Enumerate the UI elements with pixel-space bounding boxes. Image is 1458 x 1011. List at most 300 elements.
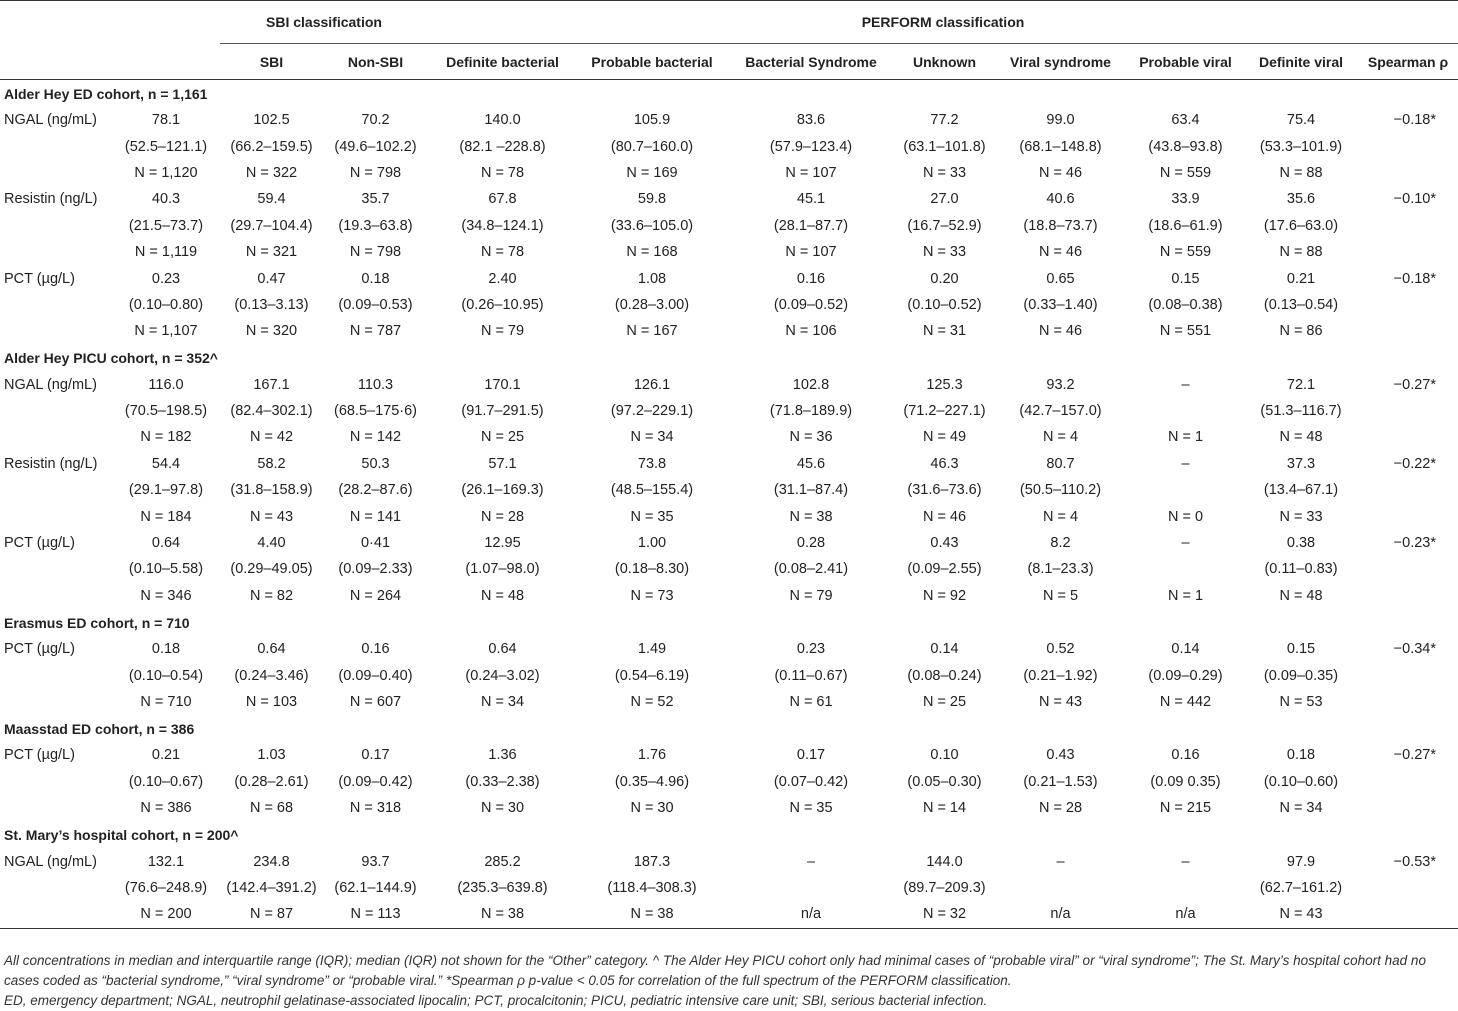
table-cell: N = 61 <box>789 694 833 710</box>
spearman-cell <box>1358 398 1458 424</box>
table-cell: (0.29–49.05) <box>230 561 313 578</box>
row-label <box>0 795 112 821</box>
table-cell: N = 4 <box>1042 429 1079 446</box>
table-cell: (52.5–121.1) <box>124 138 208 155</box>
table-cell: 57.1 <box>488 455 517 472</box>
column-header: SBI <box>259 53 284 70</box>
table-cell: (29.1–97.8) <box>128 482 204 499</box>
table-cell: N = 607 <box>349 694 402 710</box>
table-cell: (48.5–155.4) <box>610 482 694 499</box>
table-cell: N = 167 <box>626 323 678 340</box>
table-cell: 80.7 <box>1046 455 1075 472</box>
table-row <box>0 503 1458 529</box>
table-cell: N = 215 <box>1159 800 1212 817</box>
table-cell: N = 30 <box>630 800 674 817</box>
table-cell: 72.1 <box>1286 376 1316 393</box>
column-header: Unknown <box>913 53 976 70</box>
cohort-section-header <box>0 715 1458 742</box>
table-cell: (0.24–3.02) <box>465 667 540 684</box>
row-label <box>0 901 112 928</box>
table-cell: (0.11–0.83) <box>1264 561 1338 578</box>
table-cell: (0.07–0.42) <box>773 773 849 790</box>
column-header: Probable viral <box>1139 53 1232 70</box>
table-cell: n/a <box>727 901 895 928</box>
table-cell: N = 107 <box>785 244 837 261</box>
table-cell: 63.4 <box>1171 112 1200 129</box>
row-label <box>0 213 112 239</box>
table-cell: 0.23 <box>796 641 826 658</box>
table-cell: N = 0 <box>1167 508 1204 525</box>
table-cell: (21.5–73.7) <box>128 217 204 234</box>
table-cell: (62.1–144.9) <box>334 879 417 896</box>
table-cell: 125.3 <box>926 376 963 393</box>
spearman-cell: −0.22* <box>1393 455 1436 472</box>
table-cell: 0.18 <box>151 641 181 658</box>
table-cell: 78.1 <box>151 112 181 129</box>
table-cell: (17.6–63.0) <box>1263 217 1339 234</box>
row-label <box>0 239 112 265</box>
table-cell: 126.1 <box>633 376 671 393</box>
spearman-cell: −0.34* <box>1393 641 1436 658</box>
spearman-cell: −0.18* <box>1393 112 1436 129</box>
table-cell: (0.08–2.41) <box>773 561 849 578</box>
table-row <box>0 186 1458 212</box>
table-cell: N = 318 <box>349 800 402 817</box>
row-label <box>0 875 112 901</box>
cohort-section-header <box>0 609 1458 636</box>
table-cell: N = 321 <box>245 244 298 261</box>
table-cell: N = 43 <box>1038 694 1083 710</box>
table-cell: (29.7–104.4) <box>230 217 313 234</box>
table-cell: (68.1–148.8) <box>1019 138 1102 155</box>
table-cell: N = 46 <box>1038 244 1083 261</box>
table-row <box>0 769 1458 795</box>
table-cell: (16.7–52.9) <box>907 217 982 234</box>
footnote-main: All concentrations in median and interquartile range (IQR); median (IQR) not shown for the “Other” category. ^ The Alder Hey PICU cohort only had minimal cases of “probable viral” or “viral syndrome”; The St. Mary’s hospital cohort had no cases coded as “bacterial syndrome,” “viral syndrome” or “probable viral.” *Spearman ρ p-value < 0.05 for correlation of the full spectrum of the PERFORM classification. <box>4 953 1426 988</box>
table-cell: 132.1 <box>147 853 185 870</box>
table-cell: N = 31 <box>922 323 967 340</box>
table-cell: N = 182 <box>140 429 192 446</box>
table-cell: (0.09–0.52) <box>773 296 849 313</box>
table-cell: (82.1 –228.8) <box>459 138 546 155</box>
column-header: Probable bacterial <box>591 53 713 70</box>
table-row <box>0 318 1458 344</box>
table-cell: (0.09–2.33) <box>338 561 413 578</box>
table-cell: 0.17 <box>361 747 390 764</box>
table-cell: N = 36 <box>789 429 833 446</box>
table-cell: N = 38 <box>428 901 577 928</box>
table-row <box>0 451 1458 477</box>
table-row <box>0 133 1458 159</box>
row-label: PCT (µg/L) <box>4 747 75 764</box>
row-label <box>0 503 112 529</box>
table-cell: (51.3–116.7) <box>1260 403 1342 420</box>
table-cell: N = 88 <box>1279 244 1323 261</box>
table-cell: (0.08–0.24) <box>907 667 982 684</box>
spearman-cell: −0.27* <box>1393 376 1436 393</box>
table-row <box>0 848 1458 874</box>
spearman-cell: −0.23* <box>1393 535 1436 552</box>
table-cell: 0.10 <box>930 747 959 764</box>
table-cell: 0.16 <box>796 270 826 287</box>
table-cell: (0.09–0.42) <box>338 773 413 790</box>
table-cell: N = 168 <box>626 244 678 261</box>
table-row <box>0 372 1458 398</box>
table-cell: – <box>1056 853 1065 870</box>
table-cell: N = 53 <box>1279 694 1323 710</box>
table-cell: N = 103 <box>245 694 298 710</box>
table-cell: 116.0 <box>148 376 184 393</box>
spearman-cell <box>1358 503 1458 529</box>
table-cell: (0.08–0.38) <box>1148 296 1223 313</box>
table-cell: (97.2–229.1) <box>610 403 694 420</box>
table-cell: N = 88 <box>1279 164 1323 181</box>
table-cell: N = 141 <box>349 508 402 525</box>
spearman-cell <box>1358 689 1458 715</box>
table-cell: 40.6 <box>1046 191 1075 208</box>
table-cell: 83.6 <box>796 112 826 129</box>
table-cell: (49.6–102.2) <box>334 138 417 155</box>
table-cell: (0.10–0.67) <box>128 773 204 790</box>
spearman-cell: −0.27* <box>1393 747 1436 764</box>
table-row <box>0 160 1458 186</box>
table-cell: (63.1–101.8) <box>903 138 986 155</box>
table-cell: (33.6–105.0) <box>610 217 694 234</box>
spearman-cell <box>1358 477 1458 503</box>
table-cell: 97.9 <box>1286 853 1316 870</box>
table-cell: N = 798 <box>349 244 402 261</box>
table-cell: 0.14 <box>1171 641 1200 658</box>
row-label <box>0 318 112 344</box>
table-cell: N = 35 <box>789 800 833 817</box>
table-cell: 93.7 <box>361 853 390 870</box>
table-cell: 59.4 <box>257 191 286 208</box>
table-cell: (0.09–0.40) <box>338 667 413 684</box>
table-cell: 0.43 <box>1046 747 1075 764</box>
table-row <box>0 636 1458 662</box>
table-cell: (0.33–1.40) <box>1023 296 1098 313</box>
table-cell: 2.40 <box>488 270 517 287</box>
row-label <box>0 477 112 503</box>
table-cell: (28.2–87.6) <box>338 482 413 499</box>
row-label <box>0 583 112 609</box>
column-header: Definite viral <box>1258 53 1344 70</box>
table-cell: N = 78 <box>480 244 525 261</box>
table-cell: 1.36 <box>488 747 517 764</box>
table-cell: (91.7–291.5) <box>461 403 544 420</box>
column-header <box>112 44 220 80</box>
table-cell: 170.1 <box>484 376 521 393</box>
spearman-cell <box>1358 213 1458 239</box>
table-cell: 77.2 <box>930 112 959 129</box>
table-cell: 58.2 <box>257 455 286 472</box>
table-row <box>0 398 1458 424</box>
table-cell: N = 52 <box>630 694 674 710</box>
table-cell: (82.4–302.1) <box>230 403 313 420</box>
table-cell: N = 1 <box>1167 429 1204 446</box>
spearman-cell: −0.53* <box>1393 853 1436 870</box>
table-cell: 0.21 <box>1286 270 1316 287</box>
table-cell: N = 43 <box>249 508 294 525</box>
table-cell: (0.10–0.80) <box>128 296 204 313</box>
table-cell: N = 346 <box>140 587 192 604</box>
table-cell <box>1127 875 1244 901</box>
table-cell: – <box>1181 535 1190 552</box>
footnote-abbreviations: ED, emergency department; NGAL, neutrophil gelatinase-associated lipocalin; PCT, procalcitonin; PICU, pediatric intensive care unit; SBI, serious bacterial infection. <box>4 993 988 1008</box>
table-cell: N = 264 <box>349 587 402 604</box>
table-cell: 167.1 <box>253 376 290 393</box>
table-cell: N = 14 <box>922 800 967 817</box>
row-label <box>0 662 112 688</box>
table-cell: – <box>1181 376 1190 393</box>
header-group-row <box>0 1 1458 44</box>
perform-classification-header: PERFORM classification <box>428 1 1458 44</box>
table-cell: 0.17 <box>796 747 826 764</box>
table-cell: (118.4–308.3) <box>607 879 697 896</box>
cohort-title: Alder Hey ED cohort, n = 1,161 <box>4 85 208 102</box>
spearman-cell <box>1358 239 1458 265</box>
table-cell: 4.40 <box>257 535 286 552</box>
row-label <box>0 689 112 715</box>
table-cell: N = 79 <box>480 323 525 340</box>
row-label <box>0 133 112 159</box>
table-cell: 67.8 <box>488 191 517 208</box>
table-cell: 0.16 <box>361 641 390 658</box>
spearman-cell <box>1358 133 1458 159</box>
table-cell: (71.8–189.9) <box>769 403 853 420</box>
row-label <box>0 424 112 450</box>
table-cell: (76.6–248.9) <box>124 879 208 896</box>
table-cell: N = 34 <box>1279 800 1323 817</box>
table-cell: N = 169 <box>626 164 678 181</box>
row-label: NGAL (ng/mL) <box>4 112 97 129</box>
table-cell: (80.7–160.0) <box>610 138 694 155</box>
table-cell: (13.4–67.1) <box>1263 482 1339 499</box>
table-cell: (8.1–23.3) <box>1027 561 1094 578</box>
table-cell: N = 107 <box>785 164 837 181</box>
table-cell: N = 320 <box>245 323 298 340</box>
table-cell: N = 798 <box>349 164 402 181</box>
table-cell: n/a <box>1127 901 1244 928</box>
table-cell: N = 551 <box>1159 323 1212 340</box>
table-cell: N = 46 <box>1038 164 1083 181</box>
table-cell: N = 38 <box>789 508 833 525</box>
table-cell: 0.15 <box>1171 270 1200 287</box>
table-cell: 0.38 <box>1286 535 1316 552</box>
table-cell: (0.13–3.13) <box>234 296 309 313</box>
table-cell: (42.7–157.0) <box>1019 403 1102 420</box>
table-cell: N = 42 <box>249 429 294 446</box>
table-cell: N = 28 <box>1038 800 1083 817</box>
table-cell: (0.33–2.38) <box>465 773 540 790</box>
table-cell: 0.23 <box>151 270 181 287</box>
table-cell: 0.16 <box>1171 747 1200 764</box>
table-cell: N = 32 <box>895 901 994 928</box>
table-cell: (0.28–3.00) <box>614 296 690 313</box>
table-row <box>0 107 1458 133</box>
spearman-cell <box>1358 583 1458 609</box>
table-cell: 0.18 <box>361 270 390 287</box>
spearman-cell: −0.10* <box>1393 191 1436 208</box>
table-cell: (68.5–175·6) <box>333 403 418 420</box>
table-cell: 0.47 <box>257 270 286 287</box>
table-cell: 102.8 <box>792 376 830 393</box>
table-row <box>0 689 1458 715</box>
row-label: NGAL (ng/mL) <box>4 853 97 870</box>
table-cell: (0.18–8.30) <box>614 561 690 578</box>
table-cell: N = 25 <box>480 429 525 446</box>
table-cell: (62.7–161.2) <box>1259 879 1343 896</box>
table-cell: 1.49 <box>637 641 667 658</box>
table-cell <box>994 875 1127 901</box>
table-cell: (57.9–123.4) <box>769 138 853 155</box>
table-row <box>0 477 1458 503</box>
table-cell: (0.05–0.30) <box>907 773 982 790</box>
table-cell: N = 82 <box>249 587 294 604</box>
table-row <box>0 875 1458 901</box>
table-cell: 27.0 <box>930 191 959 208</box>
table-cell: (31.8–158.9) <box>230 482 313 499</box>
table-cell: 140.0 <box>484 112 521 129</box>
table-cell: 1.03 <box>257 747 286 764</box>
table-cell: (26.1–169.3) <box>461 482 544 499</box>
table-cell: N = 106 <box>785 323 837 340</box>
table-cell: (28.1–87.7) <box>773 217 849 234</box>
table-cell: 0.64 <box>151 535 181 552</box>
table-cell: – <box>1181 853 1190 870</box>
table-cell: N = 33 <box>922 164 967 181</box>
table-cell: 0.15 <box>1286 641 1316 658</box>
spearman-cell <box>1358 769 1458 795</box>
spearman-cell: −0.18* <box>1393 270 1436 287</box>
table-cell: 0.43 <box>930 535 959 552</box>
row-label: PCT (µg/L) <box>4 535 75 552</box>
table-row <box>0 530 1458 556</box>
table-cell: 102.5 <box>253 112 290 129</box>
table-cell: 0.64 <box>257 641 286 658</box>
column-header: Bacterial Syndrome <box>745 53 877 70</box>
table-cell: 0.20 <box>930 270 959 287</box>
table-cell: 75.4 <box>1286 112 1316 129</box>
table-cell: 105.9 <box>633 112 671 129</box>
table-cell: N = 386 <box>140 800 192 817</box>
table-cell: (142.4–391.2) <box>226 879 317 896</box>
table-cell: (0.10–0.60) <box>1263 773 1339 790</box>
table-cell: (70.5–198.5) <box>124 403 208 420</box>
table-cell: 59.8 <box>637 191 667 208</box>
column-header: Viral syndrome <box>1010 53 1111 70</box>
row-label <box>0 160 112 186</box>
sbi-classification-header: SBI classification <box>220 1 428 44</box>
table-cell: (0.11–0.67) <box>774 667 848 684</box>
table-cell: (0.54–6.19) <box>614 667 690 684</box>
table-cell: (18.6–61.9) <box>1148 217 1223 234</box>
table-cell: N = 86 <box>1279 323 1323 340</box>
table-cell: N = 1,107 <box>134 323 198 340</box>
table-cell: (0.09–0.29) <box>1148 667 1223 684</box>
table-cell: N = 48 <box>1279 587 1323 604</box>
table-cell: N = 87 <box>220 901 323 928</box>
table-cell <box>1127 556 1244 582</box>
table-cell: (1.07–98.0) <box>465 561 540 578</box>
spearman-cell <box>1358 875 1458 901</box>
table-cell: 93.2 <box>1046 376 1075 393</box>
table-cell: (0.10–0.52) <box>907 296 982 313</box>
table-cell: N = 28 <box>480 508 525 525</box>
cohort-title: Alder Hey PICU cohort, n = 352^ <box>4 350 218 367</box>
table-cell: N = 34 <box>630 429 674 446</box>
table-cell: N = 30 <box>480 800 525 817</box>
row-label <box>0 556 112 582</box>
table-cell: 99.0 <box>1046 112 1075 129</box>
table-cell: 1.76 <box>637 747 667 764</box>
table-cell: N = 49 <box>922 429 967 446</box>
table-cell: N = 73 <box>630 587 674 604</box>
table-cell: N = 35 <box>630 508 674 525</box>
table-cell: 0.52 <box>1046 641 1075 658</box>
spearman-cell <box>1358 662 1458 688</box>
spearman-cell <box>1358 318 1458 344</box>
table-cell: (19.3–63.8) <box>338 217 413 234</box>
table-cell: (43.8–93.8) <box>1148 138 1223 155</box>
table-cell: N = 1 <box>1167 587 1204 604</box>
table-cell: 12.95 <box>484 535 521 552</box>
table-cell: N = 48 <box>480 587 525 604</box>
table-cell: N = 34 <box>480 694 525 710</box>
table-cell: 234.8 <box>253 853 290 870</box>
table-cell: – <box>806 853 816 870</box>
table-cell: N = 79 <box>789 587 833 604</box>
table-cell: N = 33 <box>1279 508 1323 525</box>
table-cell: N = 442 <box>1159 694 1212 710</box>
table-cell: n/a <box>994 901 1127 928</box>
table-cell: 50.3 <box>361 455 390 472</box>
table-cell: N = 113 <box>323 901 428 928</box>
table-cell: (0.35–4.96) <box>614 773 690 790</box>
table-cell: N = 787 <box>349 323 402 340</box>
table-cell <box>1127 398 1244 424</box>
table-cell: (50.5–110.2) <box>1019 482 1102 499</box>
table-cell: (0.24–3.46) <box>234 667 309 684</box>
table-cell: (0.10–0.54) <box>128 667 204 684</box>
table-cell: (53.3–101.9) <box>1259 138 1343 155</box>
table-cell: 35.7 <box>361 191 390 208</box>
table-cell <box>1127 477 1244 503</box>
cohort-section-header <box>0 821 1458 848</box>
table-row <box>0 556 1458 582</box>
cohort-title: Maasstad ED cohort, n = 386 <box>4 720 195 737</box>
table-cell: N = 1,120 <box>134 164 198 181</box>
table-cell: N = 1,119 <box>134 244 198 261</box>
table-cell: (0.09–0.53) <box>338 296 413 313</box>
table-cell: N = 68 <box>249 800 294 817</box>
table-cell: N = 4 <box>1042 508 1079 525</box>
table-cell: N = 38 <box>577 901 727 928</box>
table-cell: (89.7–209.3) <box>903 879 986 896</box>
table-cell: N = 33 <box>922 244 967 261</box>
table-cell: 0.28 <box>796 535 826 552</box>
table-cell: 0.65 <box>1046 270 1075 287</box>
table-row <box>0 265 1458 291</box>
table-cell: 1.08 <box>637 270 667 287</box>
table-row <box>0 742 1458 768</box>
row-label <box>0 769 112 795</box>
table-cell: N = 322 <box>245 164 298 181</box>
row-label: Resistin (ng/L) <box>4 455 98 472</box>
table-cell: 8.2 <box>1050 535 1071 552</box>
table-row <box>0 583 1458 609</box>
spearman-cell <box>1358 424 1458 450</box>
